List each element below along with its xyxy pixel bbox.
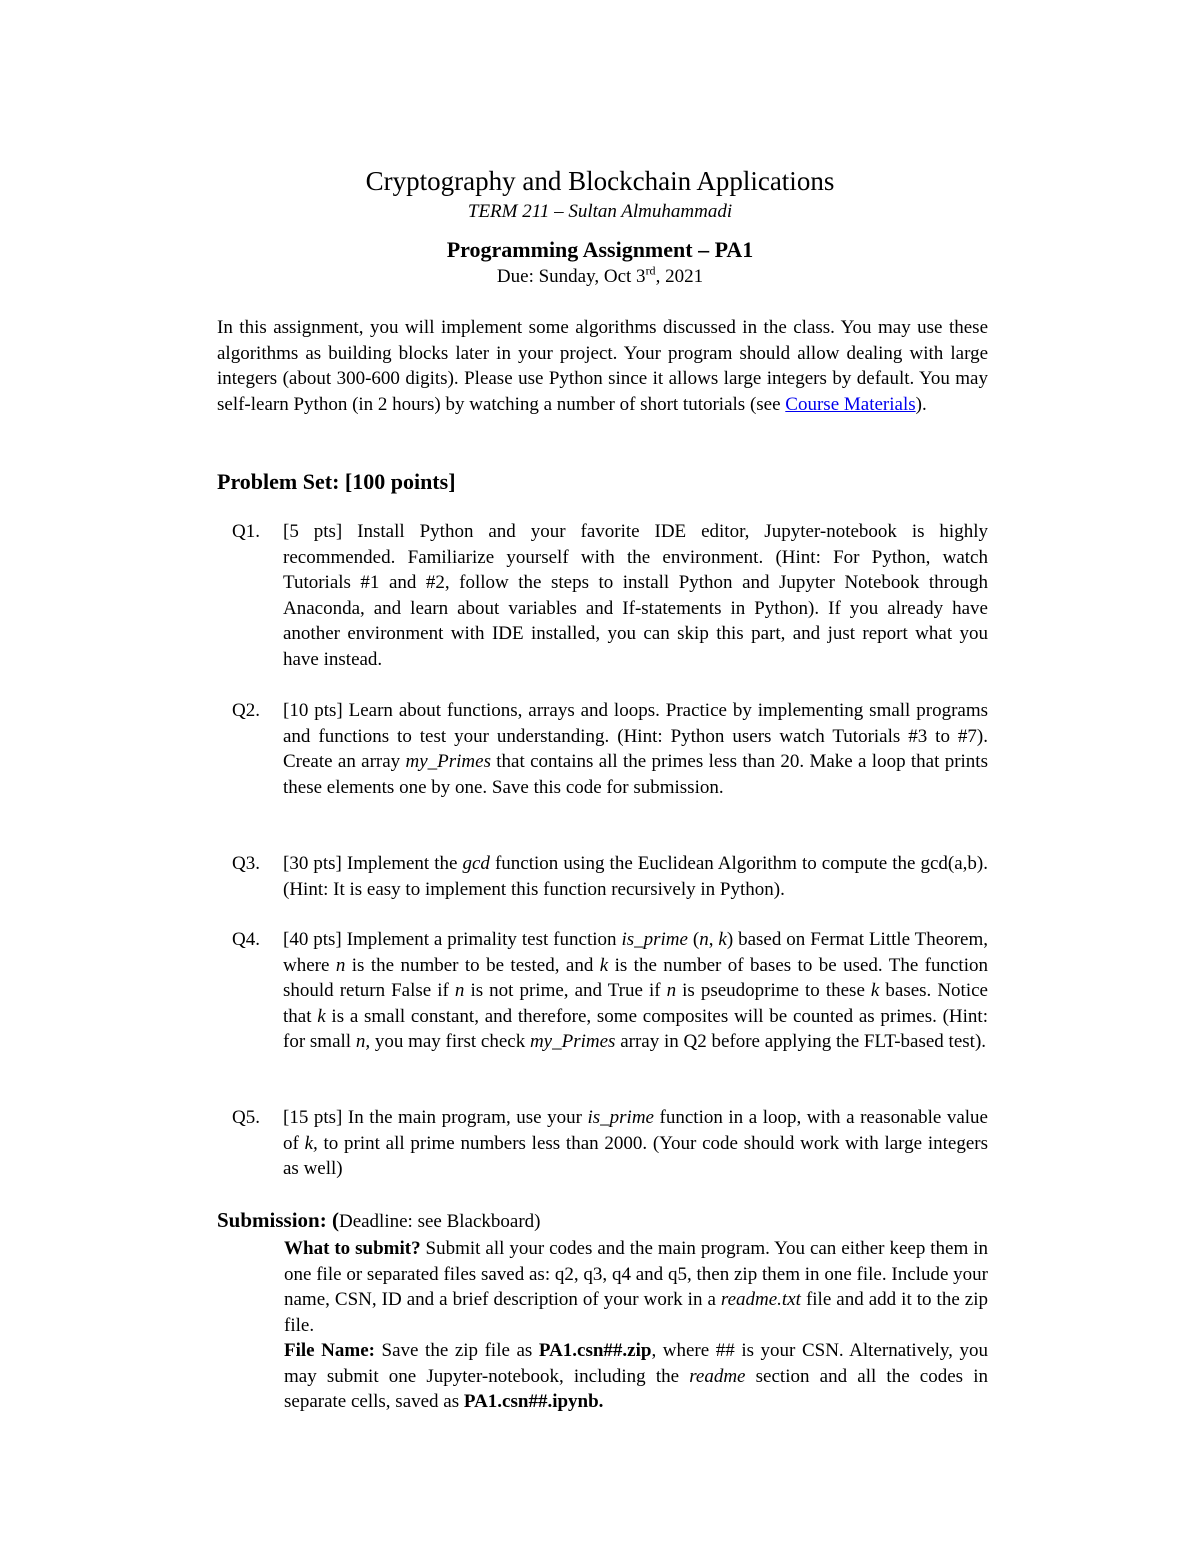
course-materials-link[interactable]: Course Materials bbox=[785, 393, 916, 415]
question-text: [10 pts] Learn about functions, arrays and loops. Practice by implementing small programs and functions to test your understanding. (Hint: Python users watch Tutorials #3 to #7). Create an array my_Primes that contains all the primes less than 20. Make a loop that prints these elements one by one. Save this code for submission. bbox=[283, 700, 988, 798]
submission-instructions: What to submit? Submit all your codes and the main program. You can either keep them in one file or separated files saved as: q2, q3, q4 and q5, then zip them in one file. Include your name, CSN, ID and a brief description of your work in a readme.txt file and add it to the zip file. File Name: Save the zip file as PA1.csn##.zip, where ## is your CSN. Alternatively, you may submit one Jupyter-notebook, including the readme section and all the codes in separate cells, saved as PA1.csn##.ipynb. bbox=[284, 1238, 989, 1412]
question-text: [30 pts] Implement the gcd function using the Euclidean Algorithm to compute the gcd(a,b). (Hint: It is easy to implement this function recursively in Python). bbox=[283, 853, 988, 900]
question-number: Q5. bbox=[232, 1107, 260, 1128]
file-name-label: File Name: bbox=[284, 1340, 375, 1361]
question-number: Q3. bbox=[232, 853, 260, 874]
question-number: Q2. bbox=[232, 700, 260, 721]
question-text: [15 pts] In the main program, use your is_prime function in a loop, with a reasonable value of k, to print all prime numbers less than 2000. (Your code should work with large integers as well) bbox=[283, 1107, 988, 1179]
question-number: Q1. bbox=[232, 521, 260, 542]
question-text: [5 pts] Install Python and your favorite IDE editor, Jupyter-notebook is highly recommended. Familiarize yourself with the environment. (Hint: For Python, watch Tutorials #1 and #2, follow the steps to install Python and Jupyter Notebook through Anaconda, and learn about variables and If-statements in Python). If you already have another environment with IDE installed, you can skip this part, and just report what you have instead. bbox=[283, 521, 988, 670]
intro-paragraph: In this assignment, you will implement some algorithms discussed in the class. You may use these algorithms as building blocks later in your project. Your program should allow dealing with large integers (about 300-600 digits). Please use Python since it allows large integers by default. You may self-learn Python (in 2 hours) by watching a number of short tutorials (see Course Materials). bbox=[217, 317, 988, 415]
course-title: Cryptography and Blockchain Applications bbox=[365, 166, 835, 196]
submission-heading: Submission: (Deadline: see Blackboard) bbox=[217, 1208, 541, 1232]
due-date: Due: Sunday, Oct 3rd, 2021 bbox=[496, 263, 704, 287]
assignment-title: Programming Assignment – PA1 bbox=[446, 237, 754, 262]
problem-set-heading: Problem Set: [100 points] bbox=[217, 469, 456, 494]
what-to-submit-label: What to submit? bbox=[284, 1238, 421, 1259]
course-subtitle: TERM 211 – Sultan Almuhammadi bbox=[467, 201, 733, 222]
question-number: Q4. bbox=[232, 929, 260, 950]
question-text: [40 pts] Implement a primality test function is_prime (n, k) based on Fermat Little Theorem, where n is the number to be tested, and k is the number of bases to be used. The function should return False if n is not prime, and True if n is pseudoprime to these k bases. Notice that k is a small constant, and therefore, some composites will be counted as primes. (Hint: for small n, you may first check my_Primes array in Q2 before applying the FLT-based test). bbox=[283, 929, 989, 1052]
